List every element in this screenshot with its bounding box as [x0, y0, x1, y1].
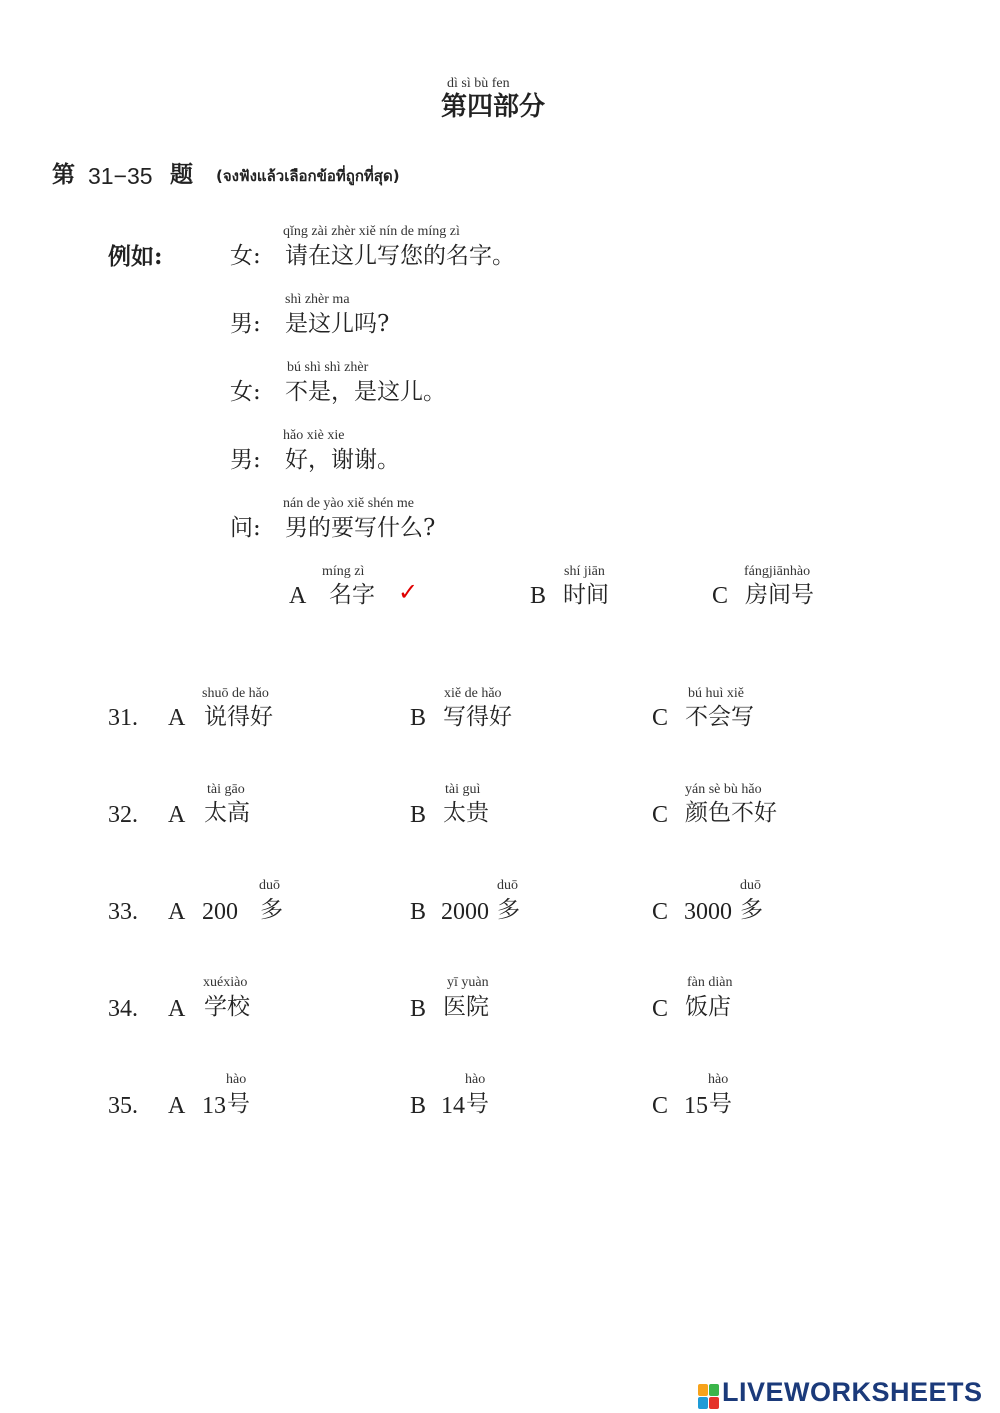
example-line-text: 好，谢谢。	[285, 447, 400, 473]
option-number: 14	[441, 1093, 465, 1119]
logo-text: LIVEWORKSHEETS	[722, 1377, 983, 1407]
option-number: 13	[202, 1093, 226, 1119]
example-line-text: 不是，是这儿。	[285, 379, 446, 405]
option-pinyin: xuéxiào	[203, 975, 248, 990]
section-label-suffix: 题	[170, 161, 193, 188]
example-line-speaker: 问:	[230, 515, 261, 541]
question-number: 33.	[108, 899, 138, 925]
example-line-pinyin: nán de yào xiě shén me	[283, 496, 415, 511]
option-text: 号	[227, 1091, 250, 1117]
option-pinyin: hào	[708, 1072, 729, 1087]
option-number: 200	[202, 899, 238, 925]
option-letter: C	[652, 802, 669, 828]
section-range: 31−35	[88, 163, 153, 189]
option-text: 写得好	[443, 704, 512, 730]
question-number: 34.	[108, 996, 138, 1022]
example-line-pinyin: bú shì shì zhèr	[287, 360, 369, 375]
option-letter: C	[652, 996, 669, 1022]
option-number: 2000	[441, 899, 489, 925]
example-line-text: 男的要写什么?	[285, 515, 436, 541]
option-text: 饭店	[685, 994, 731, 1020]
option-pinyin: shuō de hǎo	[202, 686, 269, 701]
option-text: 不会写	[685, 704, 754, 730]
option-pinyin: fàn diàn	[687, 975, 733, 990]
option-number: 15	[684, 1093, 708, 1119]
option-text: 颜色不好	[685, 800, 777, 826]
option-letter: C	[712, 583, 729, 609]
option-text: 时间	[563, 582, 609, 608]
option-text: 学校	[204, 994, 250, 1020]
option-letter: A	[168, 996, 186, 1022]
option-pinyin: duō	[497, 878, 518, 893]
example-line-speaker: 男:	[230, 311, 261, 337]
question-number: 31.	[108, 705, 138, 731]
option-pinyin: yī yuàn	[447, 975, 489, 990]
option-pinyin: tài guì	[445, 782, 481, 797]
option-number: 3000	[684, 899, 732, 925]
option-pinyin: tài gāo	[207, 782, 245, 797]
example-line-text: 请在这儿写您的名字。	[285, 243, 515, 269]
option-letter: C	[652, 899, 669, 925]
example-line-pinyin: hǎo xiè xie	[283, 428, 345, 443]
option-letter: A	[289, 583, 307, 609]
check-icon: ✓	[398, 578, 419, 606]
option-text: 太高	[204, 800, 250, 826]
example-line-speaker: 女:	[230, 243, 261, 269]
example-label: 例如:	[108, 243, 163, 270]
option-text: 多	[260, 897, 283, 923]
option-pinyin: yán sè bù hǎo	[685, 782, 762, 797]
page-title: 第四部分	[441, 92, 546, 122]
example-line-speaker: 女:	[230, 379, 261, 405]
option-pinyin: shí jiān	[564, 564, 605, 579]
example-line-text: 是这儿吗?	[285, 311, 390, 337]
example-line-speaker: 男:	[230, 447, 261, 473]
option-pinyin: fángjiānhào	[744, 564, 811, 579]
option-letter: C	[652, 705, 669, 731]
option-pinyin: duō	[259, 878, 280, 893]
option-pinyin: hào	[465, 1072, 486, 1087]
option-letter: B	[410, 705, 427, 731]
option-letter: A	[168, 802, 186, 828]
question-number: 35.	[108, 1093, 138, 1119]
option-letter: A	[168, 1093, 186, 1119]
option-letter: B	[530, 583, 547, 609]
heading-pinyin: dì sì bù fen	[447, 76, 510, 91]
option-text: 医院	[443, 994, 489, 1020]
option-letter: A	[168, 899, 186, 925]
option-letter: A	[168, 705, 186, 731]
liveworksheets-logo-icon	[698, 1384, 720, 1410]
option-pinyin: duō	[740, 878, 761, 893]
section-instruction: (จงฟังแล้วเลือกข้อที่ถูกที่สุด)	[216, 167, 400, 185]
option-text: 多	[740, 897, 763, 923]
option-text: 号	[709, 1091, 732, 1117]
option-pinyin: bú huì xiě	[688, 686, 744, 701]
option-text: 名字	[329, 582, 375, 608]
option-pinyin: xiě de hǎo	[444, 686, 502, 701]
question-number: 32.	[108, 802, 138, 828]
option-text: 房间号	[745, 582, 814, 608]
liveworksheets-logo[interactable]	[698, 1376, 983, 1410]
option-letter: C	[652, 1093, 669, 1119]
option-text: 多	[497, 897, 520, 923]
option-text: 号	[466, 1091, 489, 1117]
option-letter: B	[410, 802, 427, 828]
option-letter: B	[410, 996, 427, 1022]
example-line-pinyin: qǐng zài zhèr xiě nín de míng zì	[283, 224, 460, 239]
option-text: 太贵	[443, 800, 489, 826]
option-letter: B	[410, 899, 427, 925]
section-label-prefix: 第	[52, 161, 75, 188]
option-pinyin: hào	[226, 1072, 247, 1087]
option-letter: B	[410, 1093, 427, 1119]
example-line-pinyin: shì zhèr ma	[285, 292, 350, 307]
option-text: 说得好	[204, 704, 273, 730]
option-pinyin: míng zì	[322, 564, 365, 579]
